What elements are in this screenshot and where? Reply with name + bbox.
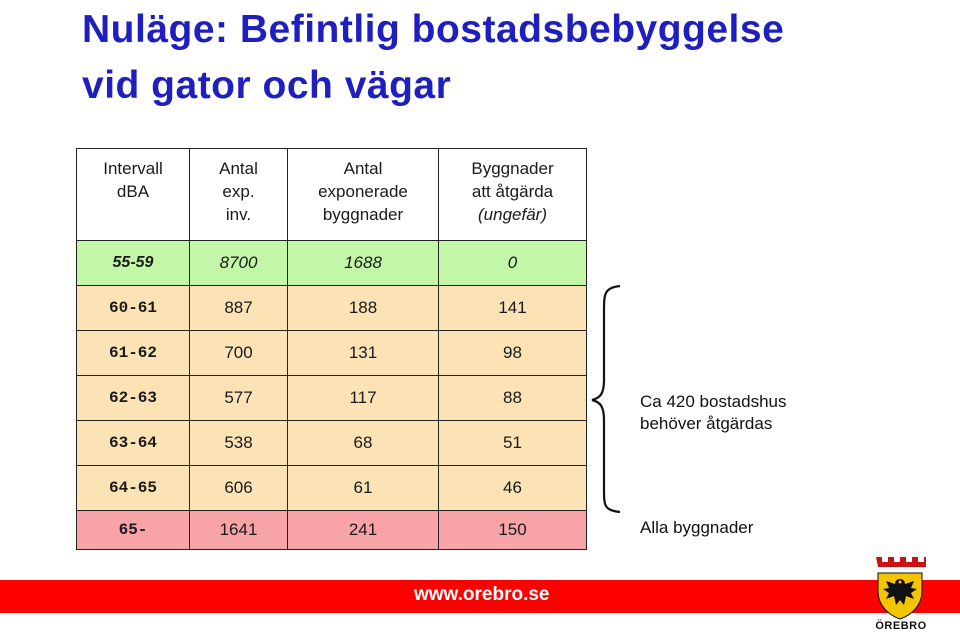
cell-interval: 65-: [77, 511, 190, 550]
cell-interval: 62-63: [77, 376, 190, 421]
table-row: [77, 511, 587, 550]
cell-exp-inv: 538: [190, 421, 288, 466]
cell-exp-inv: 8700: [190, 241, 288, 286]
cell-exp-inv: 700: [190, 331, 288, 376]
cell-exposed: 61: [288, 466, 439, 511]
bracket-note: Ca 420 bostadshus behöver åtgärdas: [640, 392, 787, 433]
cell-interval: 55-59: [77, 241, 190, 286]
header-exp-inv: Antal exp. inv.: [190, 149, 288, 241]
title-line-1: Nuläge: Befintlig bostadsbebyggelse: [82, 8, 785, 51]
footer-url-link[interactable]: www.orebro.se: [414, 584, 550, 605]
cell-exposed: 131: [288, 331, 439, 376]
title-line-2: vid gator och vägar: [82, 64, 452, 107]
cell-action: 88: [439, 376, 587, 421]
cell-interval: 64-65: [77, 466, 190, 511]
table-row: [77, 421, 587, 466]
cell-exposed: 188: [288, 286, 439, 331]
header-exposed-buildings: Antal exponerade byggnader: [288, 149, 439, 241]
curly-brace: [588, 284, 628, 514]
cell-action: 150: [439, 511, 587, 550]
cell-exposed: 117: [288, 376, 439, 421]
cell-action: 46: [439, 466, 587, 511]
table-row: [77, 376, 587, 421]
cell-interval: 61-62: [77, 331, 190, 376]
table-row: [77, 466, 587, 511]
cell-interval: 63-64: [77, 421, 190, 466]
header-interval: Intervall dBA: [77, 149, 190, 241]
cell-action: 98: [439, 331, 587, 376]
page-title: [82, 2, 784, 114]
cell-exp-inv: 577: [190, 376, 288, 421]
cell-exp-inv: 1641: [190, 511, 288, 550]
all-buildings-note: Alla byggnader: [640, 518, 754, 537]
header-buildings-to-treat: Byggnader att åtgärda (ungefär): [439, 149, 587, 241]
crest-label: ÖREBRO: [875, 620, 927, 632]
cell-action: 141: [439, 286, 587, 331]
cell-exp-inv: 606: [190, 466, 288, 511]
cell-action: 51: [439, 421, 587, 466]
cell-action: 0: [439, 241, 587, 286]
table-row: [77, 241, 587, 286]
orebro-crest-icon: [868, 557, 932, 621]
noise-table: [76, 148, 587, 550]
table-row: [77, 331, 587, 376]
table-row: [77, 286, 587, 331]
cell-interval: 60-61: [77, 286, 190, 331]
cell-exposed: 241: [288, 511, 439, 550]
cell-exp-inv: 887: [190, 286, 288, 331]
table-header-row: [77, 149, 587, 241]
cell-exposed: 1688: [288, 241, 439, 286]
cell-exposed: 68: [288, 421, 439, 466]
